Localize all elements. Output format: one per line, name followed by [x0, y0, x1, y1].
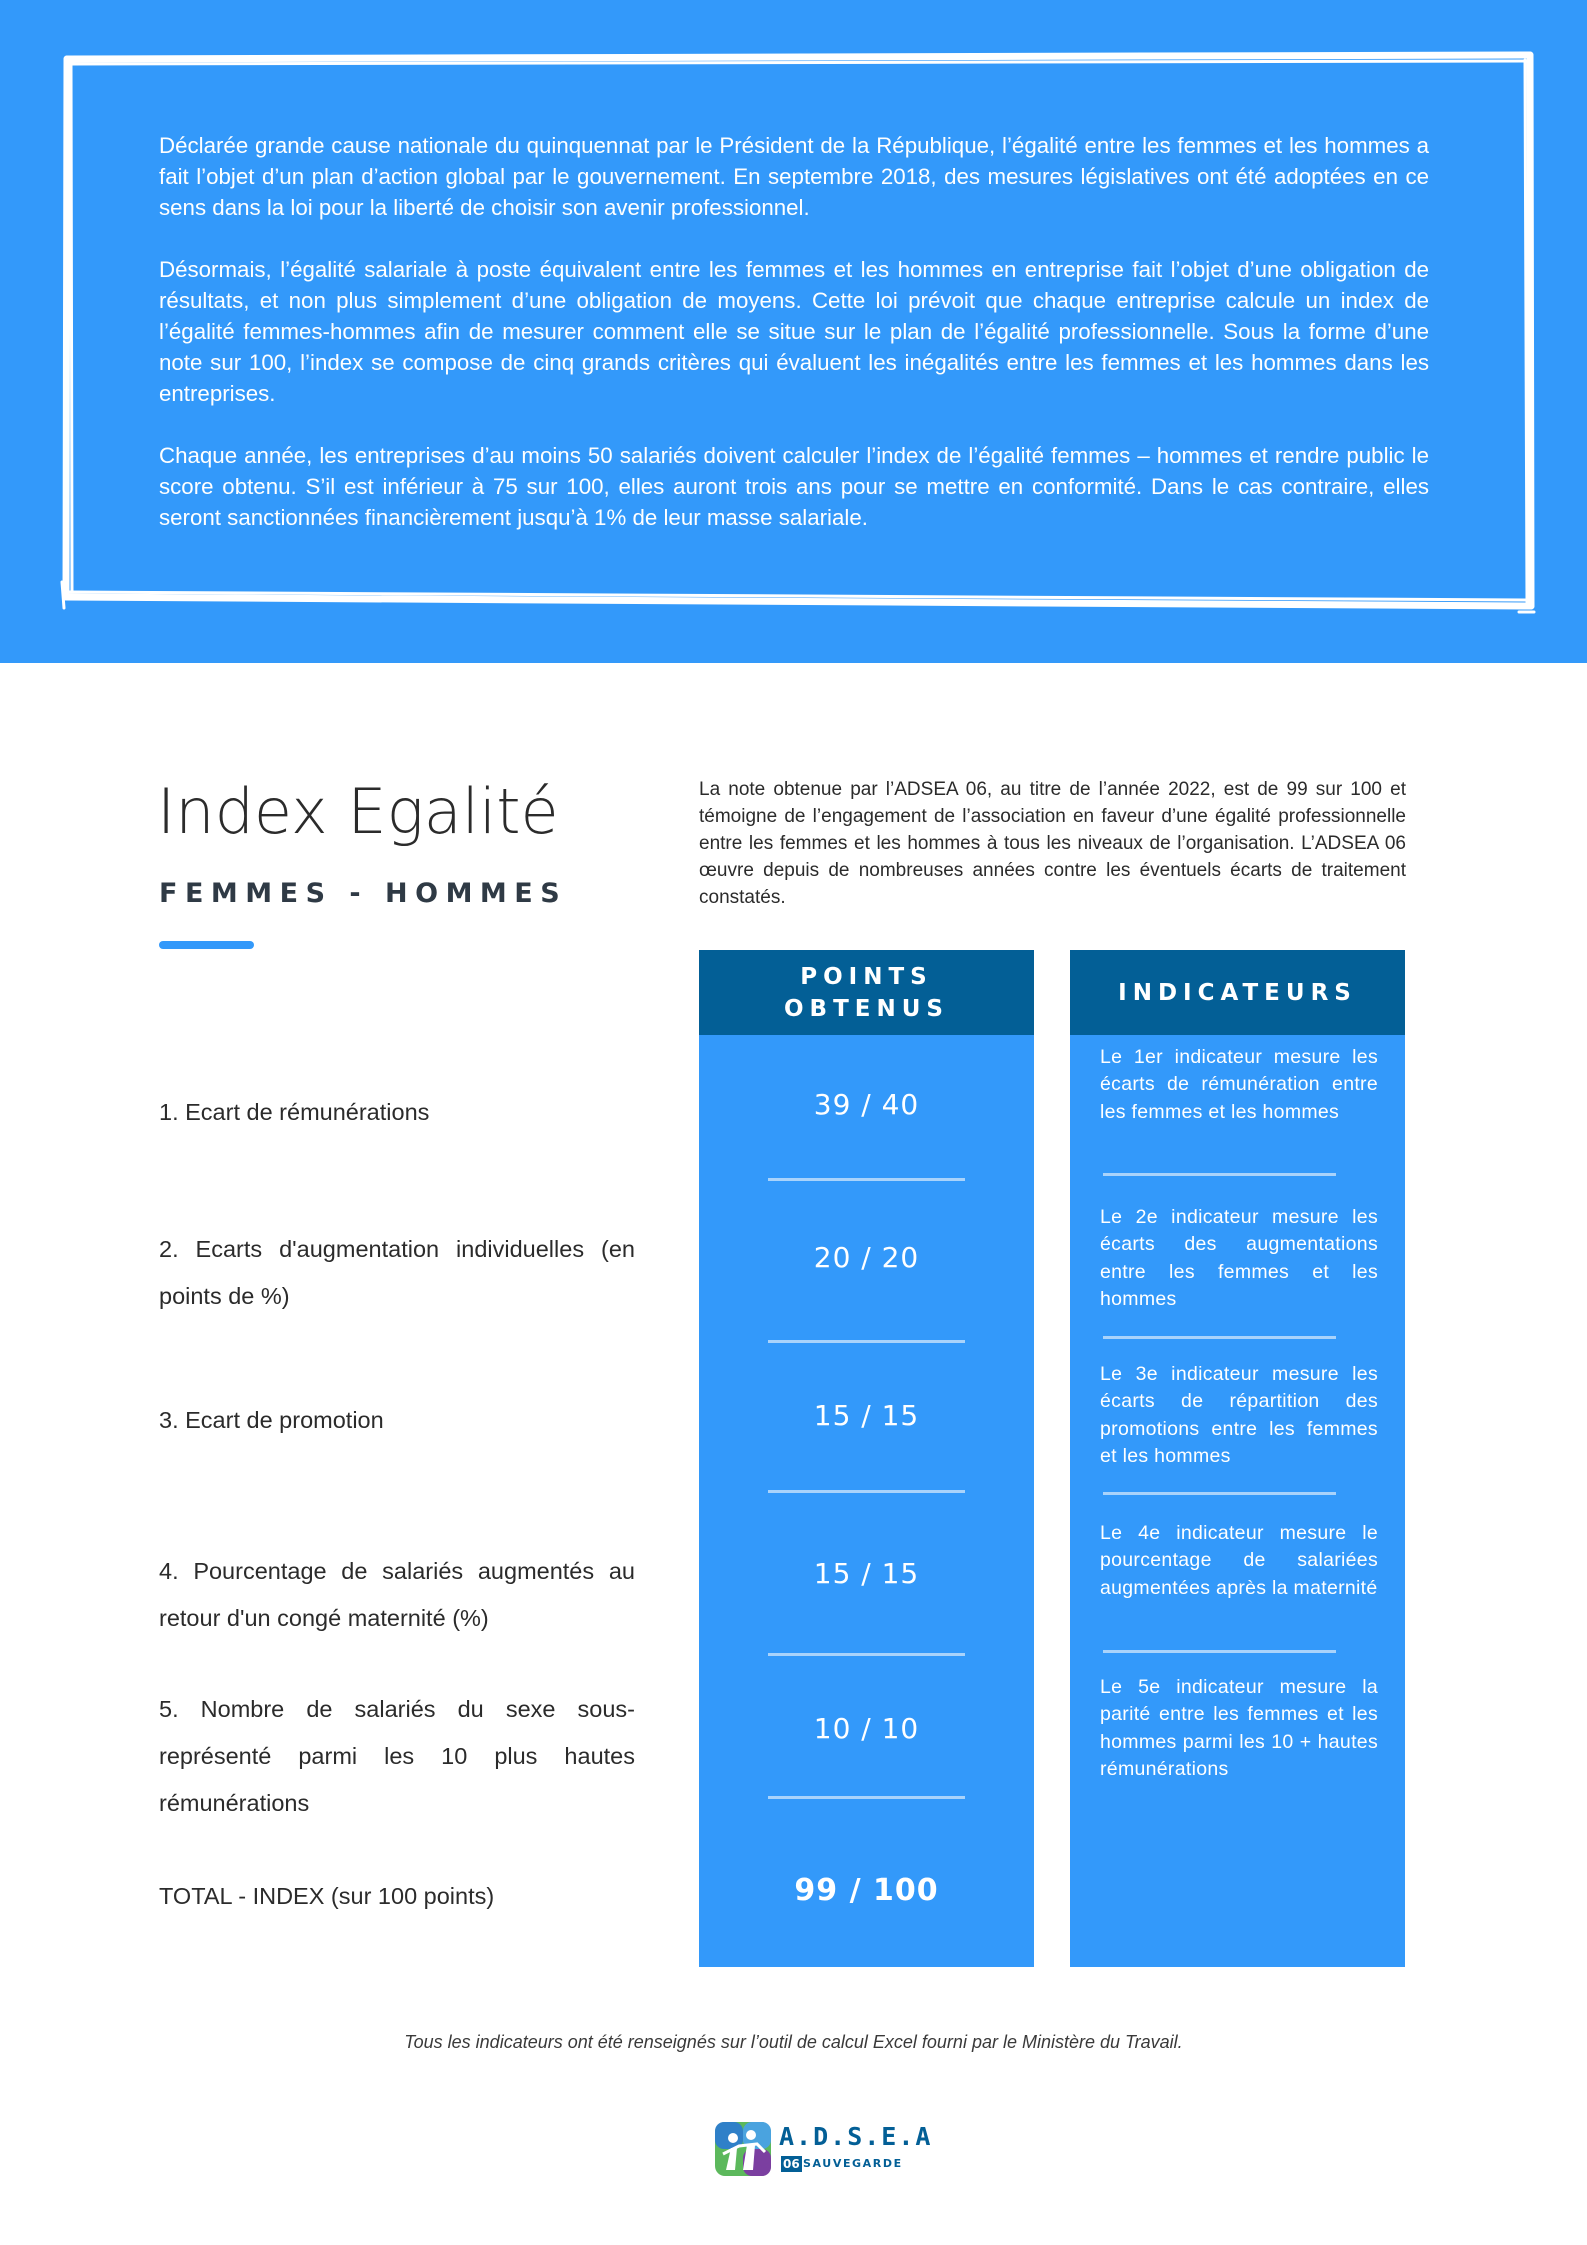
points-column	[699, 1035, 1034, 1967]
criterion-score-2: 20 / 20	[813, 1241, 920, 1274]
points-header-line-1: POINTS	[800, 963, 933, 990]
criterion-score-5: 10 / 10	[813, 1712, 920, 1745]
total-score: 99 / 100	[794, 1873, 939, 1908]
indicator-description-2: Le 2e indicateur mesure les écarts des augmentations entre les femmes et les hommes	[1100, 1206, 1378, 1310]
page-title: Index Egalité	[157, 775, 559, 848]
indicator-description-3: Le 3e indicateur mesure les écarts de répartition des promotions entre les femmes et les hommes	[1100, 1363, 1378, 1467]
indicator-description-4: Le 4e indicateur mesure le pourcentage de salariées augmentées après la maternité	[1100, 1522, 1378, 1599]
points-column-header	[699, 950, 1034, 1035]
title-underline	[159, 941, 254, 949]
adsea-logo-mark-icon	[713, 2118, 775, 2180]
intro-paragraph-2: Désormais, l’égalité salariale à poste équivalent entre les femmes et les hommes en entreprise fait l’objet d’une obligation de résultats, et non plus simplement d’une obligation de moyens. Cette loi prévoit que chaque entreprise calcule un index de l’égalité femmes-hommes afin de mesurer comment elle se situe sur le plan de l’égalité professionnelle. Sous la forme d’une note sur 100, l’index se compose de cinq grands critères qui évaluent les inégalités entre les femmes et les hommes dans les entreprises.	[159, 257, 1429, 406]
points-separator	[768, 1653, 965, 1656]
criterion-label-3: 3. Ecart de promotion	[159, 1407, 384, 1433]
points-header-line-2: OBTENUS	[784, 995, 949, 1022]
indicators-header-label: INDICATEURS	[1118, 979, 1357, 1006]
criterion-score-4: 15 / 15	[813, 1557, 920, 1590]
indicator-separator	[1103, 1650, 1336, 1653]
intro-text	[159, 130, 1429, 564]
footnote: Tous les indicateurs ont été renseignés sur l’outil de calcul Excel fourni par le Ministère du Travail.	[404, 2032, 1183, 2052]
intro-paragraph-1: Déclarée grande cause nationale du quinquennat par le Président de la République, l’égalité entre les femmes et les hommes a fait l’objet d’un plan d’action global par le gouvernement. En septembre 2018, des mesures législatives ont été adoptées en ce sens dans la loi pour la liberté de choisir son avenir professionnel.	[159, 133, 1429, 220]
criterion-label-1: 1. Ecart de rémunérations	[159, 1099, 430, 1125]
points-separator	[768, 1178, 965, 1181]
total-label: TOTAL - INDEX (sur 100 points)	[159, 1883, 495, 1909]
points-separator	[768, 1340, 965, 1343]
points-separator	[768, 1796, 965, 1799]
intro-band	[0, 0, 1587, 663]
criterion-score-1: 39 / 40	[813, 1088, 920, 1121]
indicator-separator	[1103, 1336, 1336, 1339]
adsea-logo	[713, 2118, 933, 2180]
page-subtitle: FEMMES - HOMMES	[159, 878, 568, 909]
logo-number: 06	[783, 2157, 800, 2171]
indicator-separator	[1103, 1173, 1336, 1176]
points-separator	[768, 1490, 965, 1493]
criterion-label-5: 5. Nombre de salariés du sexe sous-représenté parmi les 10 plus hautes rémunérations	[159, 1696, 635, 1816]
criterion-label-2: 2. Ecarts d'augmentation individuelles (en points de %)	[159, 1236, 635, 1309]
description-text: La note obtenue par l’ADSEA 06, au titre de l’année 2022, est de 99 sur 100 et témoigne de l’engagement de l’association en faveur d’une égalité professionnelle entre les femmes et les hommes à tous les niveaux de l’organisation. L’ADSEA 06 œuvre depuis de nombreuses années contre les éventuels écarts de traitement constatés.	[699, 779, 1406, 908]
indicator-description-1: Le 1er indicateur mesure les écarts de rémunération entre les femmes et les hommes	[1100, 1046, 1378, 1123]
logo-name: A.D.S.E.A	[779, 2122, 933, 2151]
intro-paragraph-3: Chaque année, les entreprises d’au moins 50 salariés doivent calculer l’index de l’égalité femmes – hommes et rendre public le score obtenu. S’il est inférieur à 75 sur 100, elles auront trois ans pour se mettre en conformité. Dans le cas contraire, elles seront sanctionnées financièrement jusqu’à 1% de leur masse salariale.	[159, 443, 1429, 530]
logo-subtitle: SAUVEGARDE	[803, 2157, 903, 2170]
indicators-column-header	[1070, 950, 1405, 1035]
indicator-description-5: Le 5e indicateur mesure la parité entre les femmes et les hommes parmi les 10 + hautes rémunérations	[1100, 1676, 1378, 1780]
indicator-separator	[1103, 1492, 1336, 1495]
criterion-score-3: 15 / 15	[813, 1399, 920, 1432]
criterion-label-4: 4. Pourcentage de salariés augmentés au retour d'un congé maternité (%)	[159, 1558, 635, 1631]
